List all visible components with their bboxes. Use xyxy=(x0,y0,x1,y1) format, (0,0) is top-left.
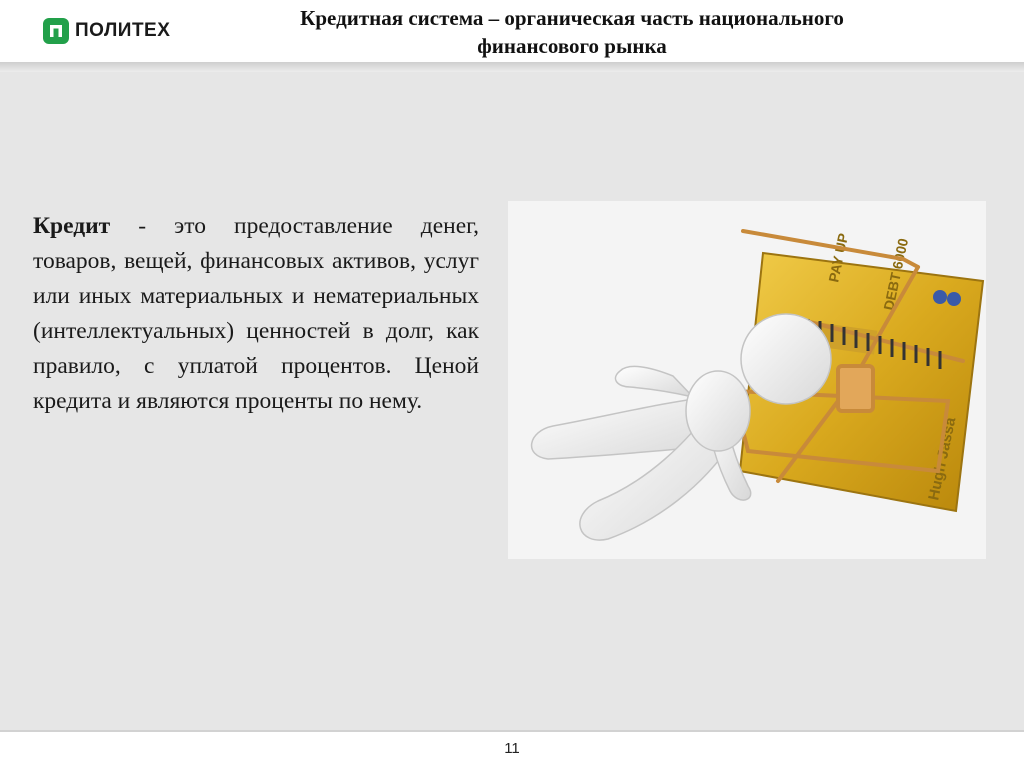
politech-logo-icon xyxy=(43,18,69,44)
credit-definition-paragraph xyxy=(33,209,479,419)
card-text-debt: DEBT 6000 xyxy=(880,236,912,312)
page-number: 11 xyxy=(504,740,520,757)
credit-term: Кредит xyxy=(33,213,111,239)
footer-divider xyxy=(0,730,1024,732)
card-text-name: Hugh Jassa xyxy=(925,415,960,502)
credit-definition-text: - это предоставление денег, товаров, вещей, финансовых активов, услуг или иных материальных и нематериальных (интеллектуальных) ценностей в долг, как правило, с уплатой процентов. Ценой кредита и являются проценты по нему. xyxy=(33,213,479,414)
slide-header xyxy=(0,0,1024,62)
slide-title xyxy=(240,4,904,60)
logo-text: ПОЛИТЕХ xyxy=(75,20,171,41)
mousetrap-credit-card-illustration xyxy=(508,201,986,559)
card-text-pay-up: PAY UP xyxy=(825,231,852,284)
politech-logo xyxy=(43,16,170,46)
slide-title-line-2: финансового рынка xyxy=(477,34,667,58)
slide-title-line-1: Кредитная система – органическая часть национального xyxy=(300,6,844,30)
header-divider xyxy=(0,62,1024,72)
